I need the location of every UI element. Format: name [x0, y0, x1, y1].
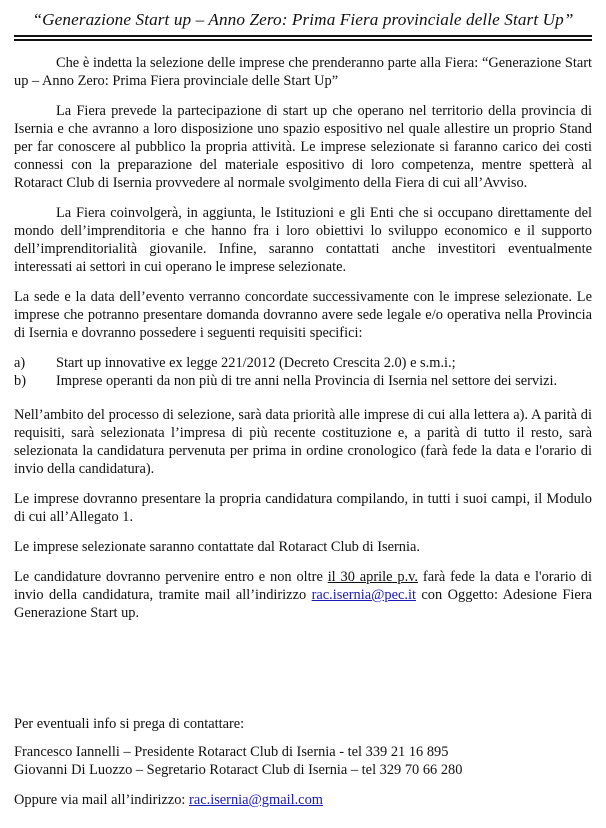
list-marker: a): [14, 355, 26, 371]
paragraph-requirements-intro: La sede e la data dell’evento verranno concordate successivamente con le imprese selezionate. Le imprese che potranno presentare domanda dovranno avere sede legale e/o operativa nella Provincia di Isernia e dovranno possedere i seguenti requisiti specifici:: [14, 289, 592, 341]
deadline-text-before: Le candidature dovranno pervenire entro e non oltre: [14, 569, 328, 585]
list-marker: b): [14, 373, 26, 389]
paragraph-application-form: Le imprese dovranno presentare la propria candidatura compilando, in tutti i suoi campi, il Modulo di cui all’Allegato 1.: [14, 491, 592, 525]
contact-email-prefix: Oppure via mail all’indirizzo:: [14, 792, 190, 808]
requirement-text: Start up innovative ex legge 221/2012 (Decreto Crescita 2.0) e s.m.i.;: [56, 355, 456, 371]
contact-secretary: Giovanni Di Luozzo – Segretario Rotaract Club di Isernia – tel 329 70 66 280: [14, 762, 463, 778]
paragraph-fair-description: La Fiera prevede la partecipazione di start up che operano nel territorio della provincia di Isernia e che avranno a loro disposizione uno spazio espositivo nel quale allestire un proprio Stand per far conoscere al pubblico la propria attività. Le imprese selezionate si faranno carico dei costi connessi con la preparazione del materiale espositivo di loro competenza, mentre spetterà al Rotaract Club di Isernia provvedere al normale svolgimento della Fiera di cui all’Avviso.: [14, 103, 592, 191]
contact-email-line: [14, 791, 592, 809]
title-underline: [14, 35, 592, 37]
requirement-text: Imprese operanti da non più di tre anni nella Provincia di Isernia nel settore dei servizi.: [56, 373, 558, 389]
paragraph-announcement: Che è indetta la selezione delle imprese che prenderanno parte alla Fiera: “Generazione Start up – Anno Zero: Prima Fiera provinciale delle Start Up”: [14, 55, 592, 89]
document-body: [14, 54, 592, 622]
deadline-text-after: con Oggetto: Adesione Fiera Generazione Start up.: [14, 587, 593, 621]
contact-footer: [14, 715, 592, 809]
title-underline-second: [14, 39, 592, 41]
paragraph-deadline: [14, 568, 592, 622]
paragraph-selection-priority: Nell’ambito del processo di selezione, sarà data priorità alle imprese di cui alla lettera a). A parità di requisiti, sarà selezionata l’impresa di più recente costituzione e, a parità di tutto il resto, sarà selezionata la candidatura pervenuta per prima in ordine cronologico (farà fede la data e l'orario di invio della candidatura).: [14, 407, 592, 477]
pec-email-link[interactable]: rac.isernia@pec.it: [311, 587, 416, 603]
contact-president: Francesco Iannelli – Presidente Rotaract Club di Isernia - tel 339 21 16 895: [14, 744, 449, 760]
gmail-email-link[interactable]: rac.isernia@gmail.com: [189, 792, 323, 808]
contact-intro: Per eventuali info si prega di contattare:: [14, 716, 245, 732]
requirement-item-b: [14, 372, 592, 390]
deadline-date: il 30 aprile p.v.: [327, 569, 419, 585]
paragraph-institutions: La Fiera coinvolgerà, in aggiunta, le Istituzioni e gli Enti che si occupano direttamente del mondo dell’imprenditoria e che hanno fra i loro obiettivi lo sviluppo economico e il supporto dell’imprenditorialità giovanile. Infine, saranno contattati anche investitori eventualmente interessati ai settori in cui operano le imprese selezionate.: [14, 205, 592, 275]
document-title: “Generazione Start up – Anno Zero: Prima Fiera provinciale delle Start Up”: [32, 10, 574, 29]
deadline-text-middle: farà fede la data e l'orario di invio della candidatura, tramite mail all’indirizzo: [14, 569, 592, 603]
requirement-item-a: [14, 354, 592, 372]
paragraph-contact-notice: Le imprese selezionate saranno contattate dal Rotaract Club di Isernia.: [14, 539, 420, 555]
